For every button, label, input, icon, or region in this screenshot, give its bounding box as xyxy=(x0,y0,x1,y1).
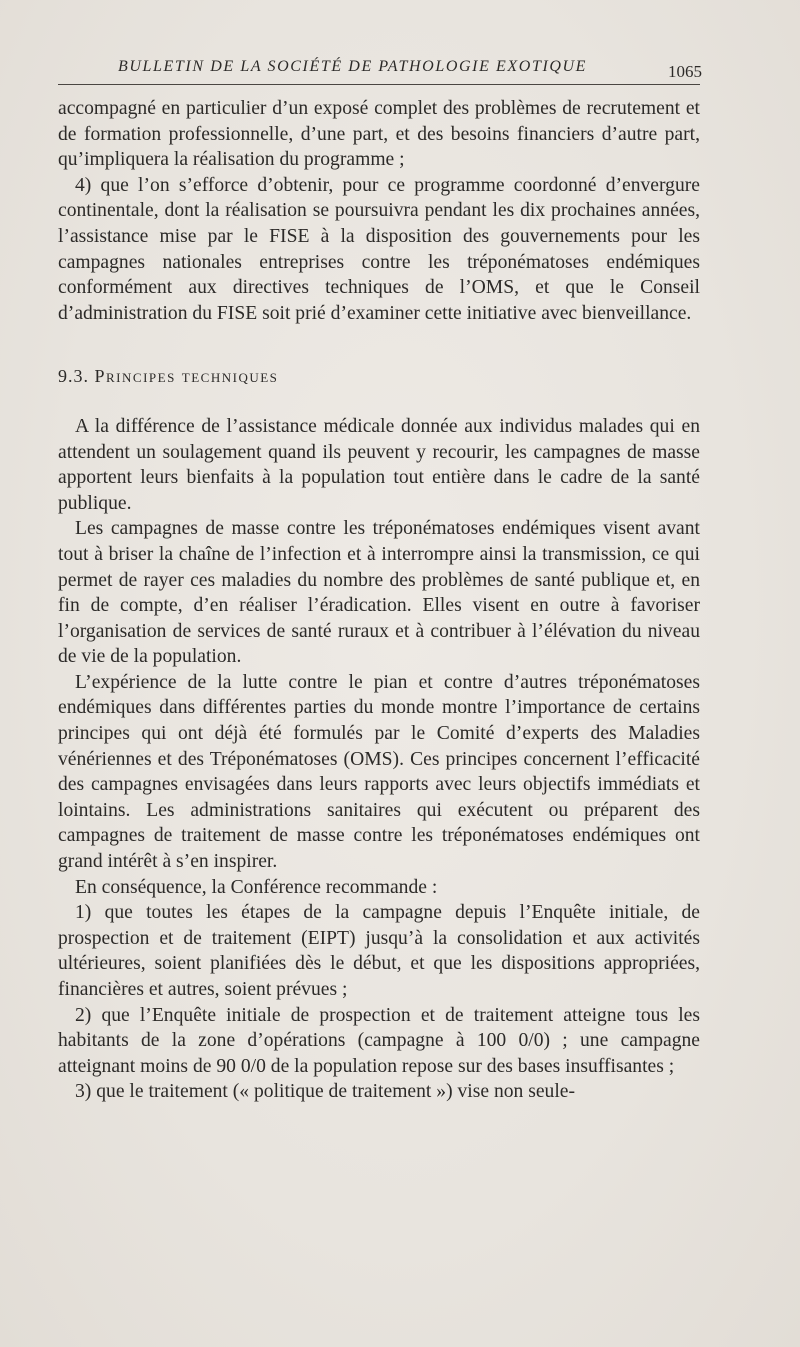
section-title: Principes techniques xyxy=(94,366,279,387)
paragraph: Les campagnes de masse contre les tréponématoses endémiques visent avant tout à briser la chaîne de l’infection et à interrompre ainsi la transmission, ce qui permet de rayer ces maladies du nombre des problèmes de santé publique et, en fin de compte, d’en réaliser l’éradication. Elles visent en outre à favoriser l’organisation de services de santé ruraux et à contribuer à l’élévation du niveau de vie de la population. xyxy=(58,518,700,668)
page-number: 1065 xyxy=(668,62,702,81)
paragraph: En conséquence, la Conférence recommande : xyxy=(75,876,438,898)
running-title: BULLETIN DE LA SOCIÉTÉ DE PATHOLOGIE EXOTIQUE xyxy=(118,58,588,75)
section-heading xyxy=(58,364,700,390)
list-item: 3) que le traitement (« politique de traitement ») vise non seule- xyxy=(75,1081,576,1103)
list-item: 1) que toutes les étapes de la campagne depuis l’Enquête initiale, de prospection et de traitement (EIPT) jusqu’à la consolidation et aux activités ultérieures, soient planifiées dès le début, et que les dispositions appropriées, financières et autres, soient prévues ; xyxy=(58,902,700,1000)
page-header xyxy=(58,56,700,85)
body-text xyxy=(58,96,700,1105)
section-number: 9.3. xyxy=(58,366,89,387)
paragraph: L’expérience de la lutte contre le pian et contre d’autres tréponématoses endémiques dans différentes parties du monde montre l’importance de certains principes qui ont déjà été formulés par le Comité d’experts des Maladies vénériennes et des Tréponématoses (OMS). Ces principes concernent l’efficacité des campagnes envisagées dans leurs rapports avec leurs objectifs immédiats et lointains. Les administrations sanitaires qui exécutent ou préparent des campagnes de traitement de masse contre les tréponématoses endémiques ont grand intérêt à s’en inspirer. xyxy=(58,671,700,873)
paragraph: A la différence de l’assistance médicale donnée aux individus malades qui en attendent un soulagement quand ils peuvent y recourir, les campagnes de masse apportent leurs bienfaits à la population tout entière dans le cadre de la santé publique. xyxy=(58,415,700,514)
paragraph: accompagné en particulier d’un exposé complet des problèmes de recrutement et de formation professionnelle, d’une part, et des besoins financiers d’autre part, qu’impliquera la réalisation du programme ; xyxy=(58,98,700,171)
list-item: 2) que l’Enquête initiale de prospection et de traitement atteigne tous les habitants de la zone d’opérations (campagne à 100 0/0) ; une campagne atteignant moins de 90 0/0 de la population repose sur des bases insuffisantes ; xyxy=(58,1004,700,1077)
paragraph: 4) que l’on s’efforce d’obtenir, pour ce programme coordonné d’envergure continentale, dont la réalisation se poursuivra pendant les dix prochaines années, l’assistance mise par le FISE à la disposition des gouvernements pour les campagnes nationales entreprises contre les tréponématoses endémiques conformément aux directives techniques de l’OMS, et que le Conseil d’administration du FISE soit prié d’examiner cette initiative avec bienveillance. xyxy=(58,174,700,324)
